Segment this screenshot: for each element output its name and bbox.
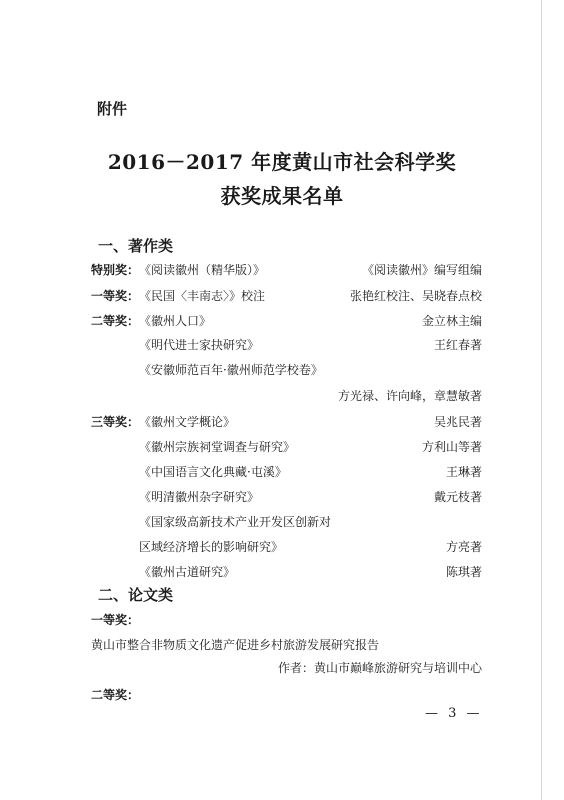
award-row bbox=[0, 438, 564, 458]
award-row bbox=[0, 563, 564, 583]
award-row bbox=[0, 413, 564, 433]
work-title: 《徽州人口》 bbox=[139, 314, 212, 328]
award-row bbox=[0, 488, 564, 508]
award-row bbox=[0, 538, 564, 558]
award-row bbox=[0, 312, 564, 332]
work-title: 《民国〈丰南志〉》校注 bbox=[139, 289, 266, 303]
work-author: 王红春著 bbox=[433, 338, 482, 352]
work-author: 吴兆民著 bbox=[433, 415, 482, 429]
work-author: 王琳著 bbox=[445, 465, 482, 479]
section-heading-books: 一、著作类 bbox=[98, 237, 174, 255]
work-title: 《徽州宗族祠堂调查与研究》 bbox=[139, 440, 296, 454]
work-title: 《徽州文学概论》 bbox=[139, 415, 236, 429]
document-title-line1: 2016－2017 年度黄山市社会科学奖 bbox=[107, 150, 457, 174]
page-number: — 3 — bbox=[425, 706, 483, 721]
award-row bbox=[0, 463, 564, 483]
award-row bbox=[0, 387, 564, 407]
work-title: 《明代进士家抉研究》 bbox=[139, 338, 260, 352]
work-author: 方光禄、许向峰，章慧敏著 bbox=[337, 389, 482, 403]
work-author: 方亮著 bbox=[445, 540, 482, 554]
work-title: 《国家级高新技术产业开发区创新对 bbox=[139, 515, 332, 529]
work-author: 方利山等著 bbox=[421, 440, 482, 454]
work-title: 《徽州古道研究》 bbox=[139, 565, 236, 579]
work-author: 张艳红校注、吴晓春点校 bbox=[349, 289, 482, 303]
work-author: 陈琪著 bbox=[445, 565, 482, 579]
prize-label: 特别奖： bbox=[91, 263, 140, 277]
paper-title: 黄山市整合非物质文化遗产促进乡村旅游发展研究报告 bbox=[91, 638, 380, 652]
work-author: 戴元枝著 bbox=[433, 490, 482, 504]
work-title: 《安徽师范百年·徽州师范学校卷》 bbox=[139, 363, 323, 377]
work-author: 金立林主编 bbox=[421, 314, 482, 328]
first-prize-label: 一等奖： bbox=[91, 613, 140, 627]
award-row bbox=[0, 261, 564, 281]
work-title: 区域经济增长的影响研究》 bbox=[139, 540, 284, 554]
award-row bbox=[0, 287, 564, 307]
work-title: 《明清徽州杂字研究》 bbox=[139, 490, 260, 504]
work-title: 《中国语言文化典藏·屯溪》 bbox=[139, 465, 287, 479]
prize-label: 一等奖： bbox=[91, 289, 140, 303]
award-row bbox=[0, 336, 564, 356]
second-prize-label: 二等奖： bbox=[91, 688, 140, 702]
attachment-label: 附件 bbox=[97, 100, 128, 118]
work-author: 《阅读徽州》编写组编 bbox=[361, 263, 482, 277]
prize-label: 二等奖： bbox=[91, 314, 140, 328]
document-title-line2: 获奖成果名单 bbox=[220, 184, 344, 208]
prize-label: 三等奖： bbox=[91, 415, 140, 429]
award-row bbox=[0, 513, 564, 533]
section-heading-papers: 二、论文类 bbox=[98, 586, 174, 604]
work-title: 《阅读徽州（精华版）》 bbox=[139, 263, 266, 277]
award-row bbox=[0, 361, 564, 381]
paper-author: 作者：黄山市巅峰旅游研究与培训中心 bbox=[277, 661, 482, 675]
